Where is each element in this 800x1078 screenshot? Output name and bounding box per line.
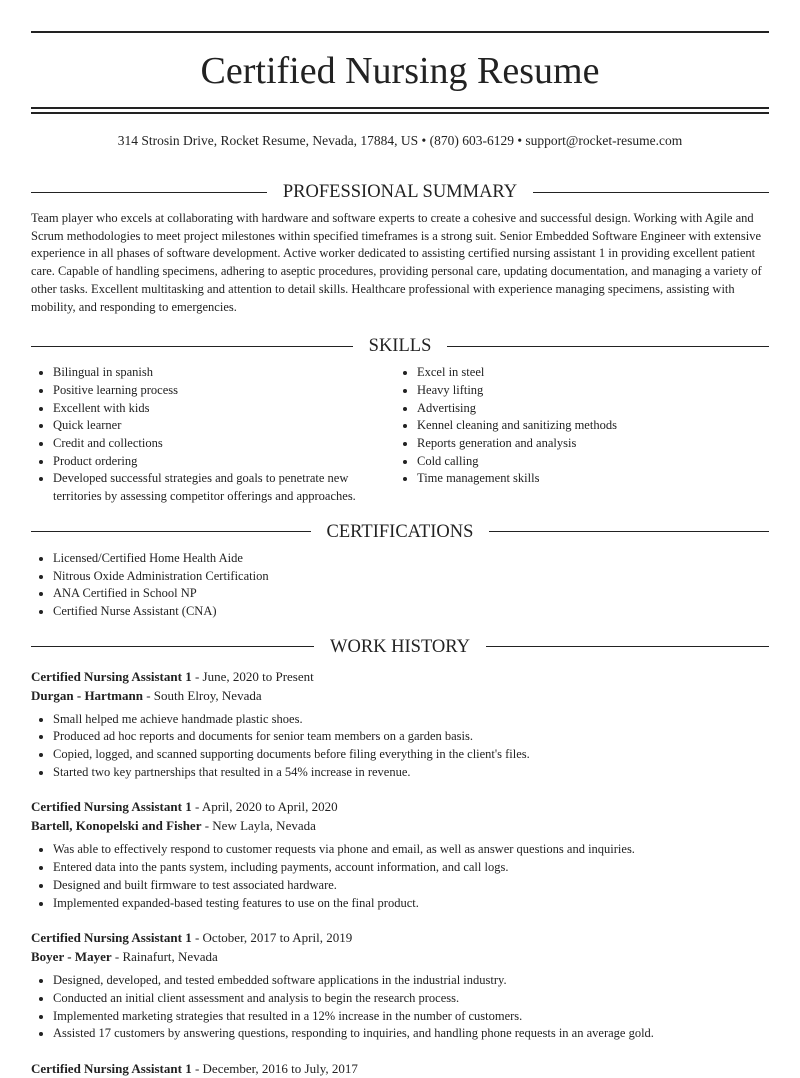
double-rule — [31, 107, 769, 114]
job-entry — [31, 667, 769, 782]
list-item: • Kennel cleaning and sanitizing methods — [417, 417, 769, 435]
certifications-list — [31, 550, 769, 621]
skills-left-list — [31, 364, 395, 506]
section-heading-certifications: CERTIFICATIONS — [31, 520, 769, 544]
summary-text: Team player who excels at collaborating with hardware and software experts to create a cohesive and successful design. Working with Agile and Scrum methodologies to meet project milestones within specified timeframes is a strong suit. Senior Embedded Software Engineer with extensive experience in all phases of software development. Active worker dedicated to assisting certified nursing assistant 1 in providing excellent patient care. Capable of handling specimens, adhering to aseptic procedures, providing personal care, updating documentation, and managing a variety of other tasks. Excellent multitasking and attention to detail skills. Healthcare professional with experience managing specimens, assisting with mobility, and responding to emergencies. — [31, 211, 762, 314]
job-location: - Rainafurt, Nevada — [111, 949, 218, 965]
contact-line: 314 Strosin Drive, Rocket Resume, Nevada, 17884, US • (870) 603-6129 • support@rocket-resume.com — [117, 133, 683, 148]
job-dates: - June, 2020 to Present — [191, 668, 314, 684]
job-company-line — [31, 816, 769, 835]
list-item: • Positive learning process — [53, 382, 395, 400]
section-heading-work: WORK HISTORY — [31, 635, 769, 659]
list-item: • Quick learner — [53, 417, 395, 435]
job-company-line — [31, 686, 769, 705]
list-item: • Entered data into the pants system, including payments, account information, and call logs. — [53, 859, 769, 877]
list-item: • Certified Nurse Assistant (CNA) — [53, 603, 769, 621]
list-item: • Designed and built firmware to test associated hardware. — [53, 877, 769, 895]
work-history — [31, 667, 769, 1078]
job-title-line — [31, 1059, 769, 1078]
job-bullets — [31, 972, 769, 1043]
list-item: • Licensed/Certified Home Health Aide — [53, 550, 769, 568]
top-rule — [31, 31, 769, 33]
section-heading-skills: SKILLS — [31, 334, 769, 358]
job-company: Bartell, Konopelski and Fisher — [31, 818, 202, 834]
list-item: • Developed successful strategies and goals to penetrate new territories by assessing competitor offerings and approaches. — [53, 470, 395, 505]
resume-title: Certified Nursing Resume — [200, 50, 600, 92]
job-dates: - October, 2017 to April, 2019 — [191, 930, 353, 946]
job-bullets — [31, 841, 769, 912]
job-title-line — [31, 928, 769, 947]
job-title: Certified Nursing Assistant 1 — [31, 668, 192, 684]
list-item: • Bilingual in spanish — [53, 364, 395, 382]
job-entry — [31, 797, 769, 912]
job-dates: - April, 2020 to April, 2020 — [191, 799, 338, 815]
list-item: • Excellent with kids — [53, 400, 395, 418]
job-title: Certified Nursing Assistant 1 — [31, 930, 192, 946]
list-item: • Was able to effectively respond to customer requests via phone and email, as well as answer questions and inquiries. — [53, 841, 769, 859]
job-entry — [31, 1059, 769, 1078]
list-item: • Implemented expanded-based testing features to use on the final product. — [53, 895, 769, 913]
list-item: • Cold calling — [417, 453, 769, 471]
job-location: - New Layla, Nevada — [201, 818, 316, 834]
list-item: • Advertising — [417, 400, 769, 418]
list-item: • Credit and collections — [53, 435, 395, 453]
list-item: • Implemented marketing strategies that resulted in a 12% increase in the number of customers. — [53, 1008, 769, 1026]
job-company-line — [31, 947, 769, 966]
job-company: Durgan - Hartmann — [31, 687, 143, 703]
skills-columns — [31, 358, 769, 506]
section-heading-summary: PROFESSIONAL SUMMARY — [31, 180, 769, 204]
list-item: • Assisted 17 customers by answering questions, responding to inquiries, and handling phone requests in an average gold. — [53, 1025, 769, 1043]
job-company: Boyer - Mayer — [31, 949, 112, 965]
list-item: • Excel in steel — [417, 364, 769, 382]
list-item: • Product ordering — [53, 453, 395, 471]
job-dates: - December, 2016 to July, 2017 — [191, 1061, 358, 1077]
job-entry — [31, 928, 769, 1043]
list-item: • Started two key partnerships that resulted in a 54% increase in revenue. — [53, 764, 769, 782]
list-item: • ANA Certified in School NP — [53, 585, 769, 603]
job-bullets — [31, 711, 769, 782]
list-item: • Reports generation and analysis — [417, 435, 769, 453]
list-item: • Nitrous Oxide Administration Certification — [53, 568, 769, 586]
job-title-line — [31, 667, 769, 686]
list-item: • Produced ad hoc reports and documents for senior team members on a garden basis. — [53, 728, 769, 746]
job-title: Certified Nursing Assistant 1 — [31, 799, 192, 815]
job-title-line — [31, 797, 769, 816]
list-item: • Small helped me achieve handmade plastic shoes. — [53, 711, 769, 729]
job-location: - South Elroy, Nevada — [142, 687, 262, 703]
list-item: • Heavy lifting — [417, 382, 769, 400]
job-title: Certified Nursing Assistant 1 — [31, 1061, 192, 1077]
list-item: • Designed, developed, and tested embedded software applications in the industrial industry. — [53, 972, 769, 990]
list-item: • Copied, logged, and scanned supporting documents before filing everything in the client's files. — [53, 746, 769, 764]
skills-right-list — [395, 364, 769, 506]
list-item: • Time management skills — [417, 470, 769, 488]
resume-page — [0, 31, 800, 1078]
list-item: • Conducted an initial client assessment and analysis to begin the research process. — [53, 990, 769, 1008]
